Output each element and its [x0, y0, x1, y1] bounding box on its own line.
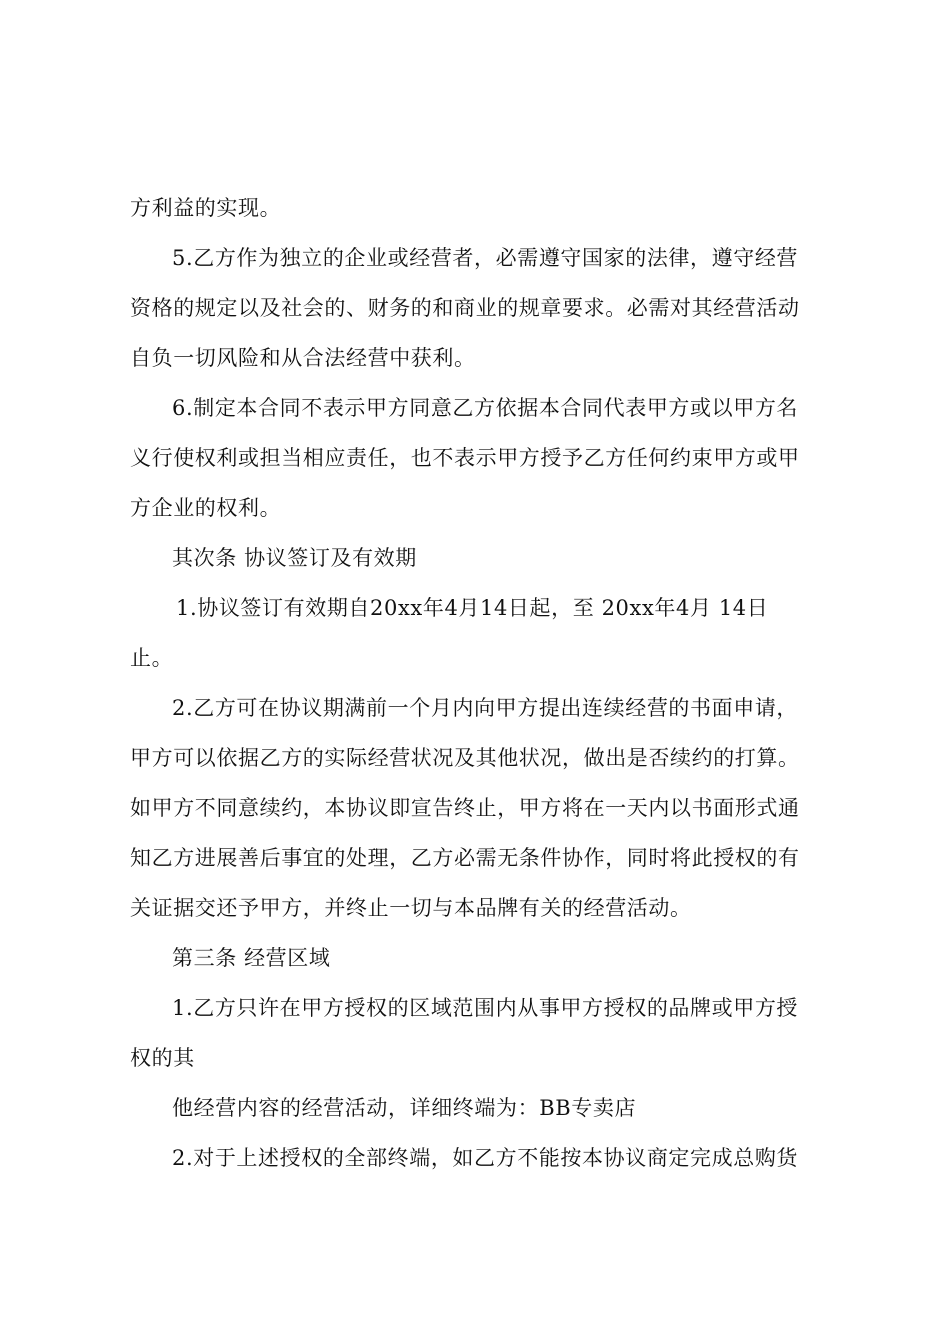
text-line: 如甲方不同意续约，本协议即宣告终止，甲方将在一天内以书面形式通 [130, 796, 800, 820]
text-line: 自负一切风险和从合法经营中获利。 [130, 346, 476, 370]
text-line: 1.协议签订有效期自20xx年4月14日起，至 20xx年4月 14日 [176, 596, 769, 620]
text-line: 5.乙方作为独立的企业或经营者，必需遵守国家的法律，遵守经营 [172, 246, 799, 270]
section-heading: 其次条 协议签订及有效期 [172, 546, 417, 570]
text-line: 资格的规定以及社会的、财务的和商业的规章要求。必需对其经营活动 [130, 296, 800, 320]
text-line: 甲方可以依据乙方的实际经营状况及其他状况，做出是否续约的打算。 [130, 746, 800, 770]
text-line: 义行使权利或担当相应责任，也不表示甲方授予乙方任何约束甲方或甲 [130, 446, 800, 470]
text-line: 权的其 [130, 1046, 195, 1070]
text-line: 6.制定本合同不表示甲方同意乙方依据本合同代表甲方或以甲方名 [172, 396, 799, 420]
section-heading: 第三条 经营区域 [172, 946, 331, 970]
text-line: 方利益的实现。 [130, 196, 282, 220]
text-line: 2.对于上述授权的全部终端，如乙方不能按本协议商定完成总购货 [172, 1146, 799, 1170]
text-line: 1.乙方只许在甲方授权的区域范围内从事甲方授权的品牌或甲方授 [172, 996, 799, 1020]
text-line: 他经营内容的经营活动，详细终端为：BB专卖店 [172, 1096, 637, 1120]
text-line: 关证据交还予甲方，并终止一切与本品牌有关的经营活动。 [130, 896, 692, 920]
text-line: 知乙方进展善后事宜的处理，乙方必需无条件协作，同时将此授权的有 [130, 846, 800, 870]
text-line: 方企业的权利。 [130, 496, 282, 520]
text-line: 2.乙方可在协议期满前一个月内向甲方提出连续经营的书面申请， [172, 696, 799, 720]
text-line: 止。 [130, 646, 174, 670]
